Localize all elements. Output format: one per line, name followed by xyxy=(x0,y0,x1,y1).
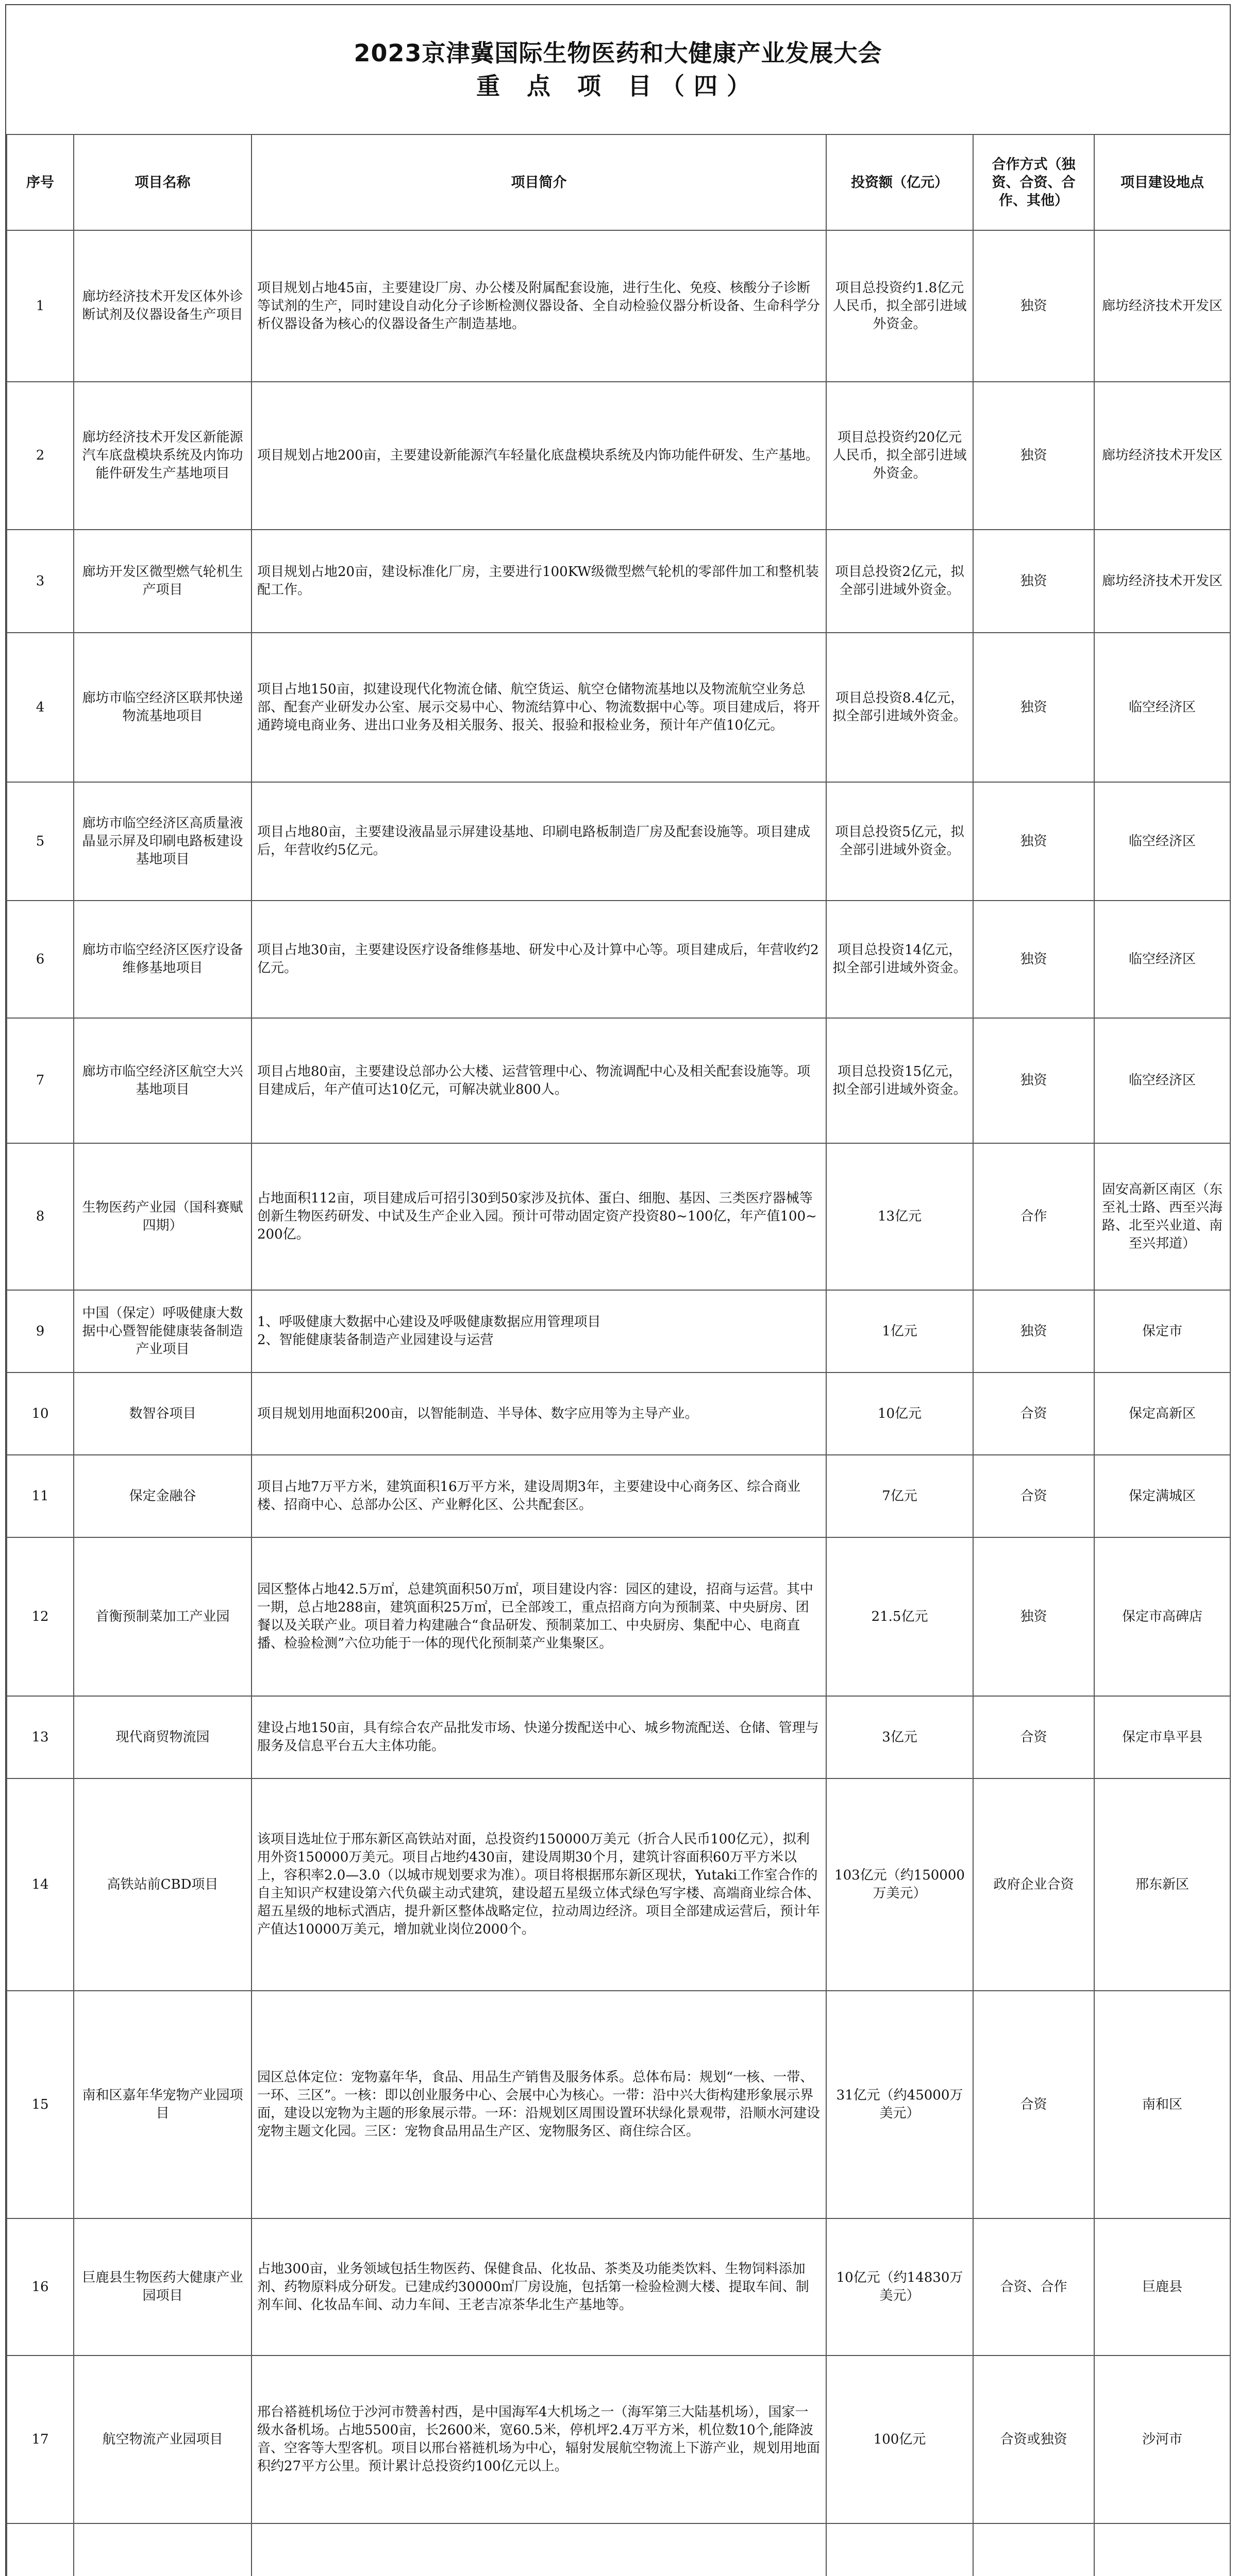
cell-coop: 合资或独资 xyxy=(973,2355,1094,2523)
projects-table xyxy=(6,134,1231,2576)
cell-no: 1 xyxy=(7,230,74,382)
cell-name: 高铁站前CBD项目 xyxy=(74,1778,252,1991)
cell-no: 9 xyxy=(7,1290,74,1372)
cell-name: 航空物流产业园项目 xyxy=(74,2355,252,2523)
cell-invest: 项目总投资14亿元，拟全部引进域外资金。 xyxy=(826,901,973,1018)
cell-intro: 建设占地150亩，具有综合农产品批发市场、快递分拨配送中心、城乡物流配送、仓储、管理与服务及信息平台五大主体功能。 xyxy=(252,1696,826,1778)
header-coop: 合作方式（独资、合资、合作、其他） xyxy=(973,134,1094,230)
cell-location: 固安高新区南区（东至礼士路、西至兴海路、北至兴业道、南至兴邦道） xyxy=(1094,1143,1230,1290)
table-row xyxy=(7,1537,1230,1696)
cell-location: 廊坊经济技术开发区 xyxy=(1094,382,1230,530)
cell-invest: 项目总投资5亿元，拟全部引进域外资金。 xyxy=(826,782,973,901)
cell-invest: 项目总投资8.4亿元，拟全部引进域外资金。 xyxy=(826,633,973,782)
table-row xyxy=(7,2523,1230,2576)
cell-invest xyxy=(826,2523,973,2576)
table-row xyxy=(7,633,1230,782)
table-row xyxy=(7,2218,1230,2355)
cell-coop: 合资 xyxy=(973,1991,1094,2218)
cell-no: 13 xyxy=(7,1696,74,1778)
cell-coop: 独资 xyxy=(973,382,1094,530)
cell-intro: 邢台褡裢机场位于沙河市赞善村西，是中国海军4大机场之一（海军第三大陆基机场），国家一级水备机场。占地5500亩，长2600米，宽60.5米，停机坪2.4万平方米，机位数10个,能降波音、空客等大型客机。项目以邢台褡裢机场为中心，辐射发展航空物流上下游产业，规划用地面积约27平方公里。预计累计总投资约100亿元以上。 xyxy=(252,2355,826,2523)
cell-intro: 项目占地150亩，拟建设现代化物流仓储、航空货运、航空仓储物流基地以及物流航空业务总部、配套产业研发办公室、展示交易中心、物流结算中心、物流数据中心等。项目建成后，将开通跨境电商业务、进出口业务及相关服务、报关、报验和报检业务，预计年产值10亿元。 xyxy=(252,633,826,782)
cell-intro xyxy=(252,2523,826,2576)
header-no: 序号 xyxy=(7,134,74,230)
cell-name: 生物医药产业园（国科赛赋四期） xyxy=(74,1143,252,1290)
cell-coop: 独资 xyxy=(973,230,1094,382)
header-invest: 投资额（亿元） xyxy=(826,134,973,230)
cell-name: 现代商贸物流园 xyxy=(74,1696,252,1778)
cell-name: 廊坊经济技术开发区新能源汽车底盘模块系统及内饰功能件研发生产基地项目 xyxy=(74,382,252,530)
cell-invest: 10亿元 xyxy=(826,1372,973,1455)
cell-coop: 合资 xyxy=(973,1455,1094,1537)
cell-invest: 31亿元（约45000万美元） xyxy=(826,1991,973,2218)
table-row xyxy=(7,1696,1230,1778)
cell-location: 沙河市 xyxy=(1094,2355,1230,2523)
cell-name: 廊坊市临空经济区医疗设备维修基地项目 xyxy=(74,901,252,1018)
header-intro: 项目简介 xyxy=(252,134,826,230)
cell-invest: 项目总投资15亿元，拟全部引进域外资金。 xyxy=(826,1018,973,1143)
cell-coop: 合资、合作 xyxy=(973,2218,1094,2355)
cell-no: 17 xyxy=(7,2355,74,2523)
cell-intro: 项目规划占地20亩，建设标准化厂房，主要进行100KW级微型燃气轮机的零部件加工和整机装配工作。 xyxy=(252,530,826,633)
table-row xyxy=(7,230,1230,382)
table-row xyxy=(7,1372,1230,1455)
cell-name: 巨鹿县生物医药大健康产业园项目 xyxy=(74,2218,252,2355)
cell-location: 保定高新区 xyxy=(1094,1372,1230,1455)
table-row xyxy=(7,2355,1230,2523)
cell-intro: 项目占地30亩，主要建设医疗设备维修基地、研发中心及计算中心等。项目建成后，年营收约2亿元。 xyxy=(252,901,826,1018)
title-block xyxy=(6,5,1230,134)
cell-no: 8 xyxy=(7,1143,74,1290)
cell-coop: 合作 xyxy=(973,1143,1094,1290)
cell-name: 廊坊开发区微型燃气轮机生产项目 xyxy=(74,530,252,633)
cell-no: 10 xyxy=(7,1372,74,1455)
cell-intro: 项目占地7万平方米，建筑面积16万平方米，建设周期3年，主要建设中心商务区、综合商业楼、招商中心、总部办公区、产业孵化区、公共配套区。 xyxy=(252,1455,826,1537)
cell-location: 保定市阜平县 xyxy=(1094,1696,1230,1778)
cell-intro: 项目规划占地200亩，主要建设新能源汽车轻量化底盘模块系统及内饰功能件研发、生产基地。 xyxy=(252,382,826,530)
cell-coop: 合资 xyxy=(973,1696,1094,1778)
table-row xyxy=(7,1778,1230,1991)
cell-location: 南和区 xyxy=(1094,1991,1230,2218)
cell-intro: 项目占地80亩，主要建设液晶显示屏建设基地、印刷电路板制造厂房及配套设施等。项目建成后，年营收约5亿元。 xyxy=(252,782,826,901)
cell-invest: 项目总投资约20亿元人民币，拟全部引进域外资金。 xyxy=(826,382,973,530)
cell-invest: 10亿元（约14830万美元） xyxy=(826,2218,973,2355)
cell-no: 15 xyxy=(7,1991,74,2218)
cell-location: 临空经济区 xyxy=(1094,1018,1230,1143)
cell-coop: 独资 xyxy=(973,901,1094,1018)
cell-name: 保定金融谷 xyxy=(74,1455,252,1537)
cell-invest: 3亿元 xyxy=(826,1696,973,1778)
table-row xyxy=(7,1143,1230,1290)
table-row xyxy=(7,1018,1230,1143)
cell-invest: 项目总投资2亿元，拟全部引进域外资金。 xyxy=(826,530,973,633)
cell-name: 廊坊市临空经济区联邦快递物流基地项目 xyxy=(74,633,252,782)
cell-intro: 占地面积112亩，项目建成后可招引30到50家涉及抗体、蛋白、细胞、基因、三类医疗器械等创新生物医药研发、中试及生产企业入园。预计可带动固定资产投资80~100亿，年产值100~200亿。 xyxy=(252,1143,826,1290)
document-subtitle: 重 点 项 目（四） xyxy=(476,72,760,100)
table-row xyxy=(7,1991,1230,2218)
cell-coop: 独资 xyxy=(973,1537,1094,1696)
cell-intro: 该项目选址位于邢东新区高铁站对面，总投资约150000万美元（折合人民币100亿元），拟利用外资150000万美元。项目占地约430亩，建设周期30个月，建筑计容面积60万平方米以上，容积率2.0—3.0（以城市规划要求为准）。项目将根据邢东新区现状，Yutaki工作室合作的自主知识产权建设第六代负碳主动式建筑，建设超五星级立体式绿色写字楼、高端商业综合体、超五星级的地标式酒店，提升新区整体战略定位，拉动周边经济。项目全部建成运营后，预计年产值达10000万美元，增加就业岗位2000个。 xyxy=(252,1778,826,1991)
table-body xyxy=(7,230,1230,2576)
cell-no: 14 xyxy=(7,1778,74,1991)
cell-invest: 21.5亿元 xyxy=(826,1537,973,1696)
cell-location: 邢东新区 xyxy=(1094,1778,1230,1991)
table-row xyxy=(7,901,1230,1018)
cell-invest: 1亿元 xyxy=(826,1290,973,1372)
cell-location: 廊坊经济技术开发区 xyxy=(1094,530,1230,633)
cell-no: 7 xyxy=(7,1018,74,1143)
cell-no: 6 xyxy=(7,901,74,1018)
table-header-row xyxy=(7,134,1230,230)
cell-name xyxy=(74,2523,252,2576)
cell-coop: 独资 xyxy=(973,1290,1094,1372)
cell-location: 临空经济区 xyxy=(1094,633,1230,782)
cell-invest: 100亿元 xyxy=(826,2355,973,2523)
cell-no: 5 xyxy=(7,782,74,901)
cell-name: 南和区嘉年华宠物产业园项目 xyxy=(74,1991,252,2218)
cell-intro: 1、呼吸健康大数据中心建设及呼吸健康数据应用管理项目 2、智能健康装备制造产业园建设与运营 xyxy=(252,1290,826,1372)
cell-name: 数智谷项目 xyxy=(74,1372,252,1455)
cell-coop: 独资 xyxy=(973,1018,1094,1143)
cell-location: 廊坊经济技术开发区 xyxy=(1094,230,1230,382)
cell-no: 12 xyxy=(7,1537,74,1696)
cell-coop: 独资 xyxy=(973,633,1094,782)
document-page xyxy=(5,4,1231,2576)
table-row xyxy=(7,1290,1230,1372)
cell-invest: 7亿元 xyxy=(826,1455,973,1537)
cell-coop: 独资 xyxy=(973,782,1094,901)
cell-intro: 项目占地80亩，主要建设总部办公大楼、运营管理中心、物流调配中心及相关配套设施等。项目建成后，年产值可达10亿元，可解决就业800人。 xyxy=(252,1018,826,1143)
cell-no: 16 xyxy=(7,2218,74,2355)
cell-intro: 项目规划占地45亩，主要建设厂房、办公楼及附属配套设施，进行生化、免疫、核酸分子诊断等试剂的生产，同时建设自动化分子诊断检测仪器设备、全自动检验仪器分析设备、生命科学分析仪器设备为核心的仪器设备生产制造基地。 xyxy=(252,230,826,382)
cell-name: 中国（保定）呼吸健康大数据中心暨智能健康装备制造产业项目 xyxy=(74,1290,252,1372)
table-row xyxy=(7,382,1230,530)
cell-no: 4 xyxy=(7,633,74,782)
cell-location: 临空经济区 xyxy=(1094,782,1230,901)
table-row xyxy=(7,530,1230,633)
cell-intro: 园区整体占地42.5万㎡，总建筑面积50万㎡，项目建设内容：园区的建设，招商与运营。其中一期，总占地288亩，建筑面积25万㎡，已全部竣工，重点招商方向为预制菜、中央厨房、团餐以及关联产业。项目着力构建融合“食品研发、预制菜加工、中央厨房、集配中心、电商直播、检验检测”六位功能于一体的现代化预制菜产业集聚区。 xyxy=(252,1537,826,1696)
header-location: 项目建设地点 xyxy=(1094,134,1230,230)
cell-no xyxy=(7,2523,74,2576)
cell-invest: 13亿元 xyxy=(826,1143,973,1290)
cell-location: 巨鹿县 xyxy=(1094,2218,1230,2355)
cell-name: 廊坊市临空经济区航空大兴基地项目 xyxy=(74,1018,252,1143)
cell-location: 保定市高碑店 xyxy=(1094,1537,1230,1696)
table-row xyxy=(7,1455,1230,1537)
cell-no: 3 xyxy=(7,530,74,633)
header-name: 项目名称 xyxy=(74,134,252,230)
cell-no: 2 xyxy=(7,382,74,530)
cell-invest: 103亿元（约150000万美元） xyxy=(826,1778,973,1991)
document-title: 2023京津冀国际生物医药和大健康产业发展大会 xyxy=(354,39,882,67)
cell-name: 首衡预制菜加工产业园 xyxy=(74,1537,252,1696)
cell-coop xyxy=(973,2523,1094,2576)
cell-name: 廊坊经济技术开发区体外诊断试剂及仪器设备生产项目 xyxy=(74,230,252,382)
cell-location: 临空经济区 xyxy=(1094,901,1230,1018)
cell-name: 廊坊市临空经济区高质量液晶显示屏及印刷电路板建设基地项目 xyxy=(74,782,252,901)
cell-no: 11 xyxy=(7,1455,74,1537)
cell-coop: 合资 xyxy=(973,1372,1094,1455)
cell-intro: 项目规划用地面积200亩，以智能制造、半导体、数字应用等为主导产业。 xyxy=(252,1372,826,1455)
table-row xyxy=(7,782,1230,901)
cell-coop: 独资 xyxy=(973,530,1094,633)
cell-location: 保定市 xyxy=(1094,1290,1230,1372)
cell-intro: 园区总体定位：宠物嘉年华，食品、用品生产销售及服务体系。总体布局：规划“一核、一带、一环、三区”。一核：即以创业服务中心、会展中心为核心。一带：沿中兴大街构建形象展示界面，建设以宠物为主题的形象展示带。一环：沿规划区周围设置环状绿化景观带，沿顺水河建设宠物主题文化园。三区：宠物食品用品生产区、宠物服务区、商住综合区。 xyxy=(252,1991,826,2218)
cell-location: 保定满城区 xyxy=(1094,1455,1230,1537)
cell-coop: 政府企业合资 xyxy=(973,1778,1094,1991)
cell-invest: 项目总投资约1.8亿元人民币，拟全部引进域外资金。 xyxy=(826,230,973,382)
cell-intro: 占地300亩，业务领域包括生物医药、保健食品、化妆品、茶类及功能类饮料、生物饲料添加剂、药物原料成分研发。已建成约30000㎡厂房设施，包括第一检验检测大楼、提取车间、制剂车间、化妆品车间、动力车间、王老吉凉茶华北生产基地等。 xyxy=(252,2218,826,2355)
cell-location xyxy=(1094,2523,1230,2576)
